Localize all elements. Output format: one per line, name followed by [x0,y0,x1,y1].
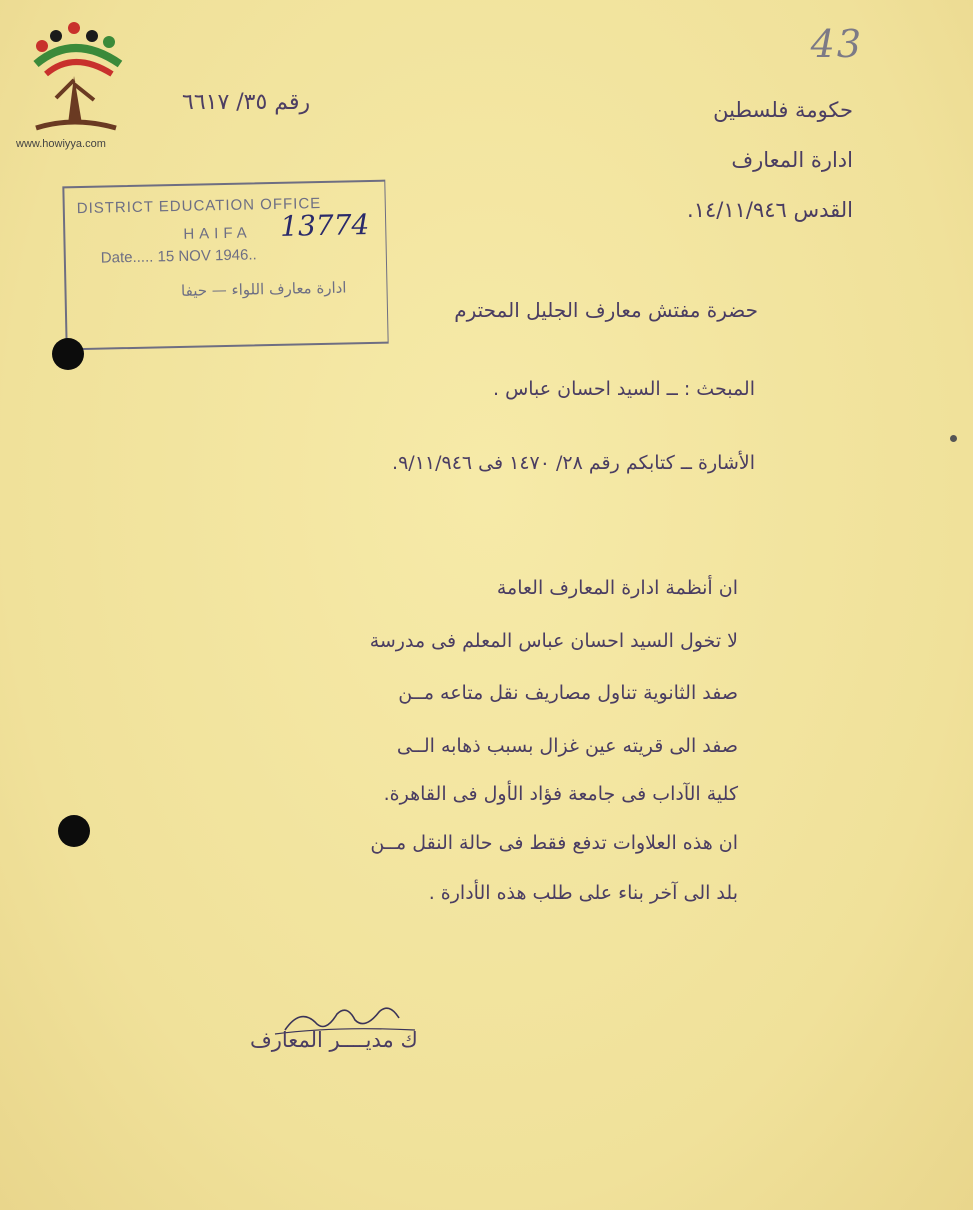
department-name: ادارة المعارف [731,148,853,172]
page-number: 43 [810,22,863,66]
government-name: حكومة فلسطين [713,98,853,122]
punch-hole [58,815,90,847]
stamp-arabic: ادارة معارف اللواء — حيفا [180,278,347,300]
reference-number: رقم ٣٥/ ٦٦١٧ [182,90,311,115]
body-line: ان أنظمة ادارة المعارف العامة [496,577,738,599]
logo-website: www.howiyya.com [16,138,106,150]
body-line: كلية الآداب فى جامعة فؤاد الأول فى القاهرة. [383,783,738,805]
paper-speck [950,435,957,442]
addressee: حضرة مفتش معارف الجليل المحترم [454,298,758,322]
stamp-city: HAIFA [183,224,252,243]
tree-icon [16,20,146,138]
subject-line: المبحث : ــ السيد احسان عباس . [492,378,755,400]
received-stamp [62,180,388,351]
body-line: ان هذه العلاوات تدفع فقط فى حالة النقل مــن [370,832,738,854]
place-date: القدس ١٤/١١/٩٤٦. [687,198,853,222]
stamp-office: DISTRICT EDUCATION OFFICE [76,194,322,218]
body-line: بلد الى آخر بناء على طلب هذه الأدارة . [428,882,738,904]
reference-line: الأشارة ــ كتابكم رقم ٢٨/ ١٤٧٠ فى ٩/١١/٩٤٦. [392,452,755,474]
stamp-date: Date..... 15 NOV 1946.. [100,246,257,267]
body-line: صفد الى قريته عين غزال بسبب ذهابه الــى [396,735,738,757]
stamp-number: 13774 [279,207,370,243]
body-line: لا تخول السيد احسان عباس المعلم فى مدرسة [369,630,738,652]
body-line: صفد الثانوية تناول مصاريف نقل متاعه مــن [398,682,738,704]
punch-hole [52,338,84,370]
signature-title: ك مديــــر المعارف [250,1028,418,1052]
howiyya-logo [16,20,146,155]
